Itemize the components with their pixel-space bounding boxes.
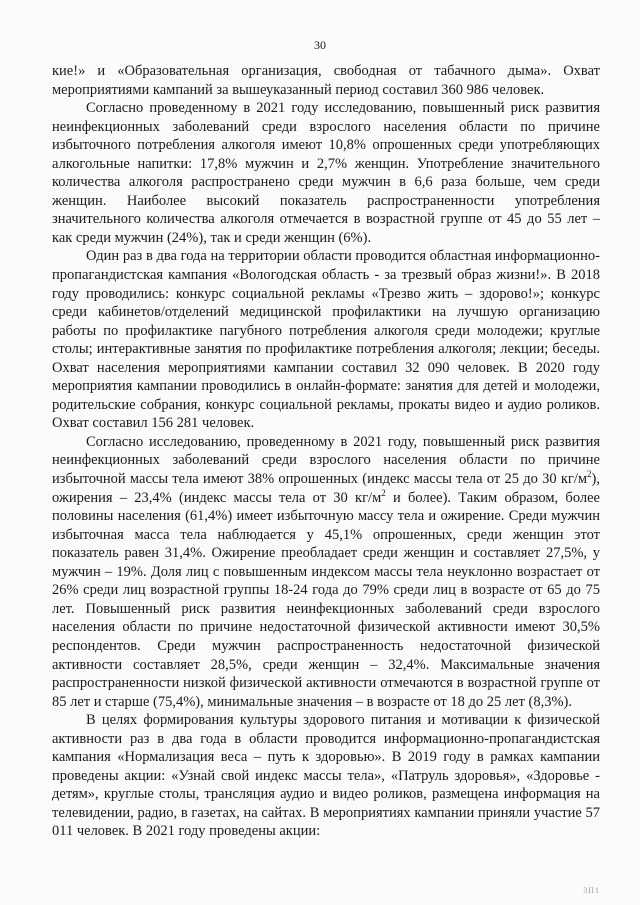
paragraph-intro-continuation: кие!» и «Образовательная организация, свободная от табачного дыма». Охват мероприятиями кампаний за вышеуказанный период составил 360 986 человек.: [52, 63, 600, 98]
paragraph-sober-campaign: Один раз в два года на территории области проводится областная информационно-пропагандистская кампания «Вологодская область - за трезвый образ жизни!». В 2018 году проводились: конкурс социальной рекламы «Трезво жить – здорово!»; конкурс среди кабинетов/отделений медицинской профилактики на лучшую организацию работы по профилактике пагубного потребления алкоголя среди молодежи; круглые столы; интерактивные занятия по профилактике потребления алкоголя; лекции; беседы. Охват населения мероприятиями кампании составил 32 090 человек. В 2020 году мероприятия кампании проводились в онлайн-формате: занятия для детей и молодежи, родительские собрания, конкурс социальной рекламы, прокаты видео и аудио роликов. Охват составил 156 281 человек.: [52, 248, 600, 432]
document-body: [52, 62, 600, 841]
page-number: 30: [314, 38, 326, 52]
paragraph-alcohol-risk: Согласно проведенному в 2021 году исследованию, повышенный риск развития неинфекционных заболеваний среди взрослого населения области по причине избыточного потребления алкоголя имеют 10,8% опрошенных среди употребляющих алкогольные напитки: 17,8% мужчин и 2,7% женщин. Употребление значительного количества алкоголя распространено среди мужчин в 6,6 раза больше, чем среди женщин. Наиболее высокий показатель распространенности употребления значительного количества алкоголя отмечается в возрастной группе от 45 до 55 лет – как среди мужчин (24%), так и среди женщин (6%).: [52, 100, 600, 246]
paragraph-body-mass: [52, 433, 600, 711]
footer-mark: 3П1: [583, 886, 600, 895]
superscript-2: 2: [587, 469, 592, 480]
paragraph-weight-campaign: В целях формирования культуры здорового питания и мотивации к физической активности раз в два года в области проводится информационно-пропагандистская кампания «Нормализация веса – путь к здоровью». В 2019 году в рамках кампании проведены акции: «Узнай свой индекс массы тела», «Патруль здоровья», «Здоровье - детям», круглые столы, трансляция аудио и видео роликов, размещена информация на телевидении, радио, в газетах, на сайтах. В мероприятиях кампании приняли участие 57 011 человек. В 2021 году проведены акции:: [52, 712, 600, 840]
superscript-2: 2: [381, 487, 386, 498]
bmi-text-1: Согласно исследованию, проведенному в 2021 году, повышенный риск развития неинфекционных заболеваний среди взрослого населения области по причине избыточной массы тела имеют 38% опрошенных (индекс массы тела от 25 до 30 кг/м: [52, 433, 600, 488]
bmi-text-3: и более). Таким образом, более половины населения (61,4%) имеет избыточную массу тела и ожирение. Среди мужчин избыточная масса тела наблюдается у 45,1% опрошенных, среди женщин этот показатель равен 31,4%. Ожирение преобладает среди женщин и составляет 27,5%, у мужчин – 19%. Доля лиц с повышенным индексом массы тела неуклонно возрастает от 26% среди лиц возрастной группы 18-24 года до 79% среди лиц в возрасте от 65 до 75 лет. Повышенный риск развития неинфекционных заболеваний среди взрослого населения области по причине недостаточной физической активности имеют 30,5% респондентов. Среди мужчин распространенность недостаточной физической активности составляет 28,5%, среди женщин – 32,4%. Максимальные значения распространенности низкой физической активности отмечаются в возрастной группе от 85 лет и старше (75,4%), минимальные значения – в возрасте от 18 до 25 лет (8,3%).: [52, 489, 600, 710]
bmi-text-2: ), ожирения – 23,4% (индекс массы тела от 30 кг/м: [52, 471, 600, 506]
